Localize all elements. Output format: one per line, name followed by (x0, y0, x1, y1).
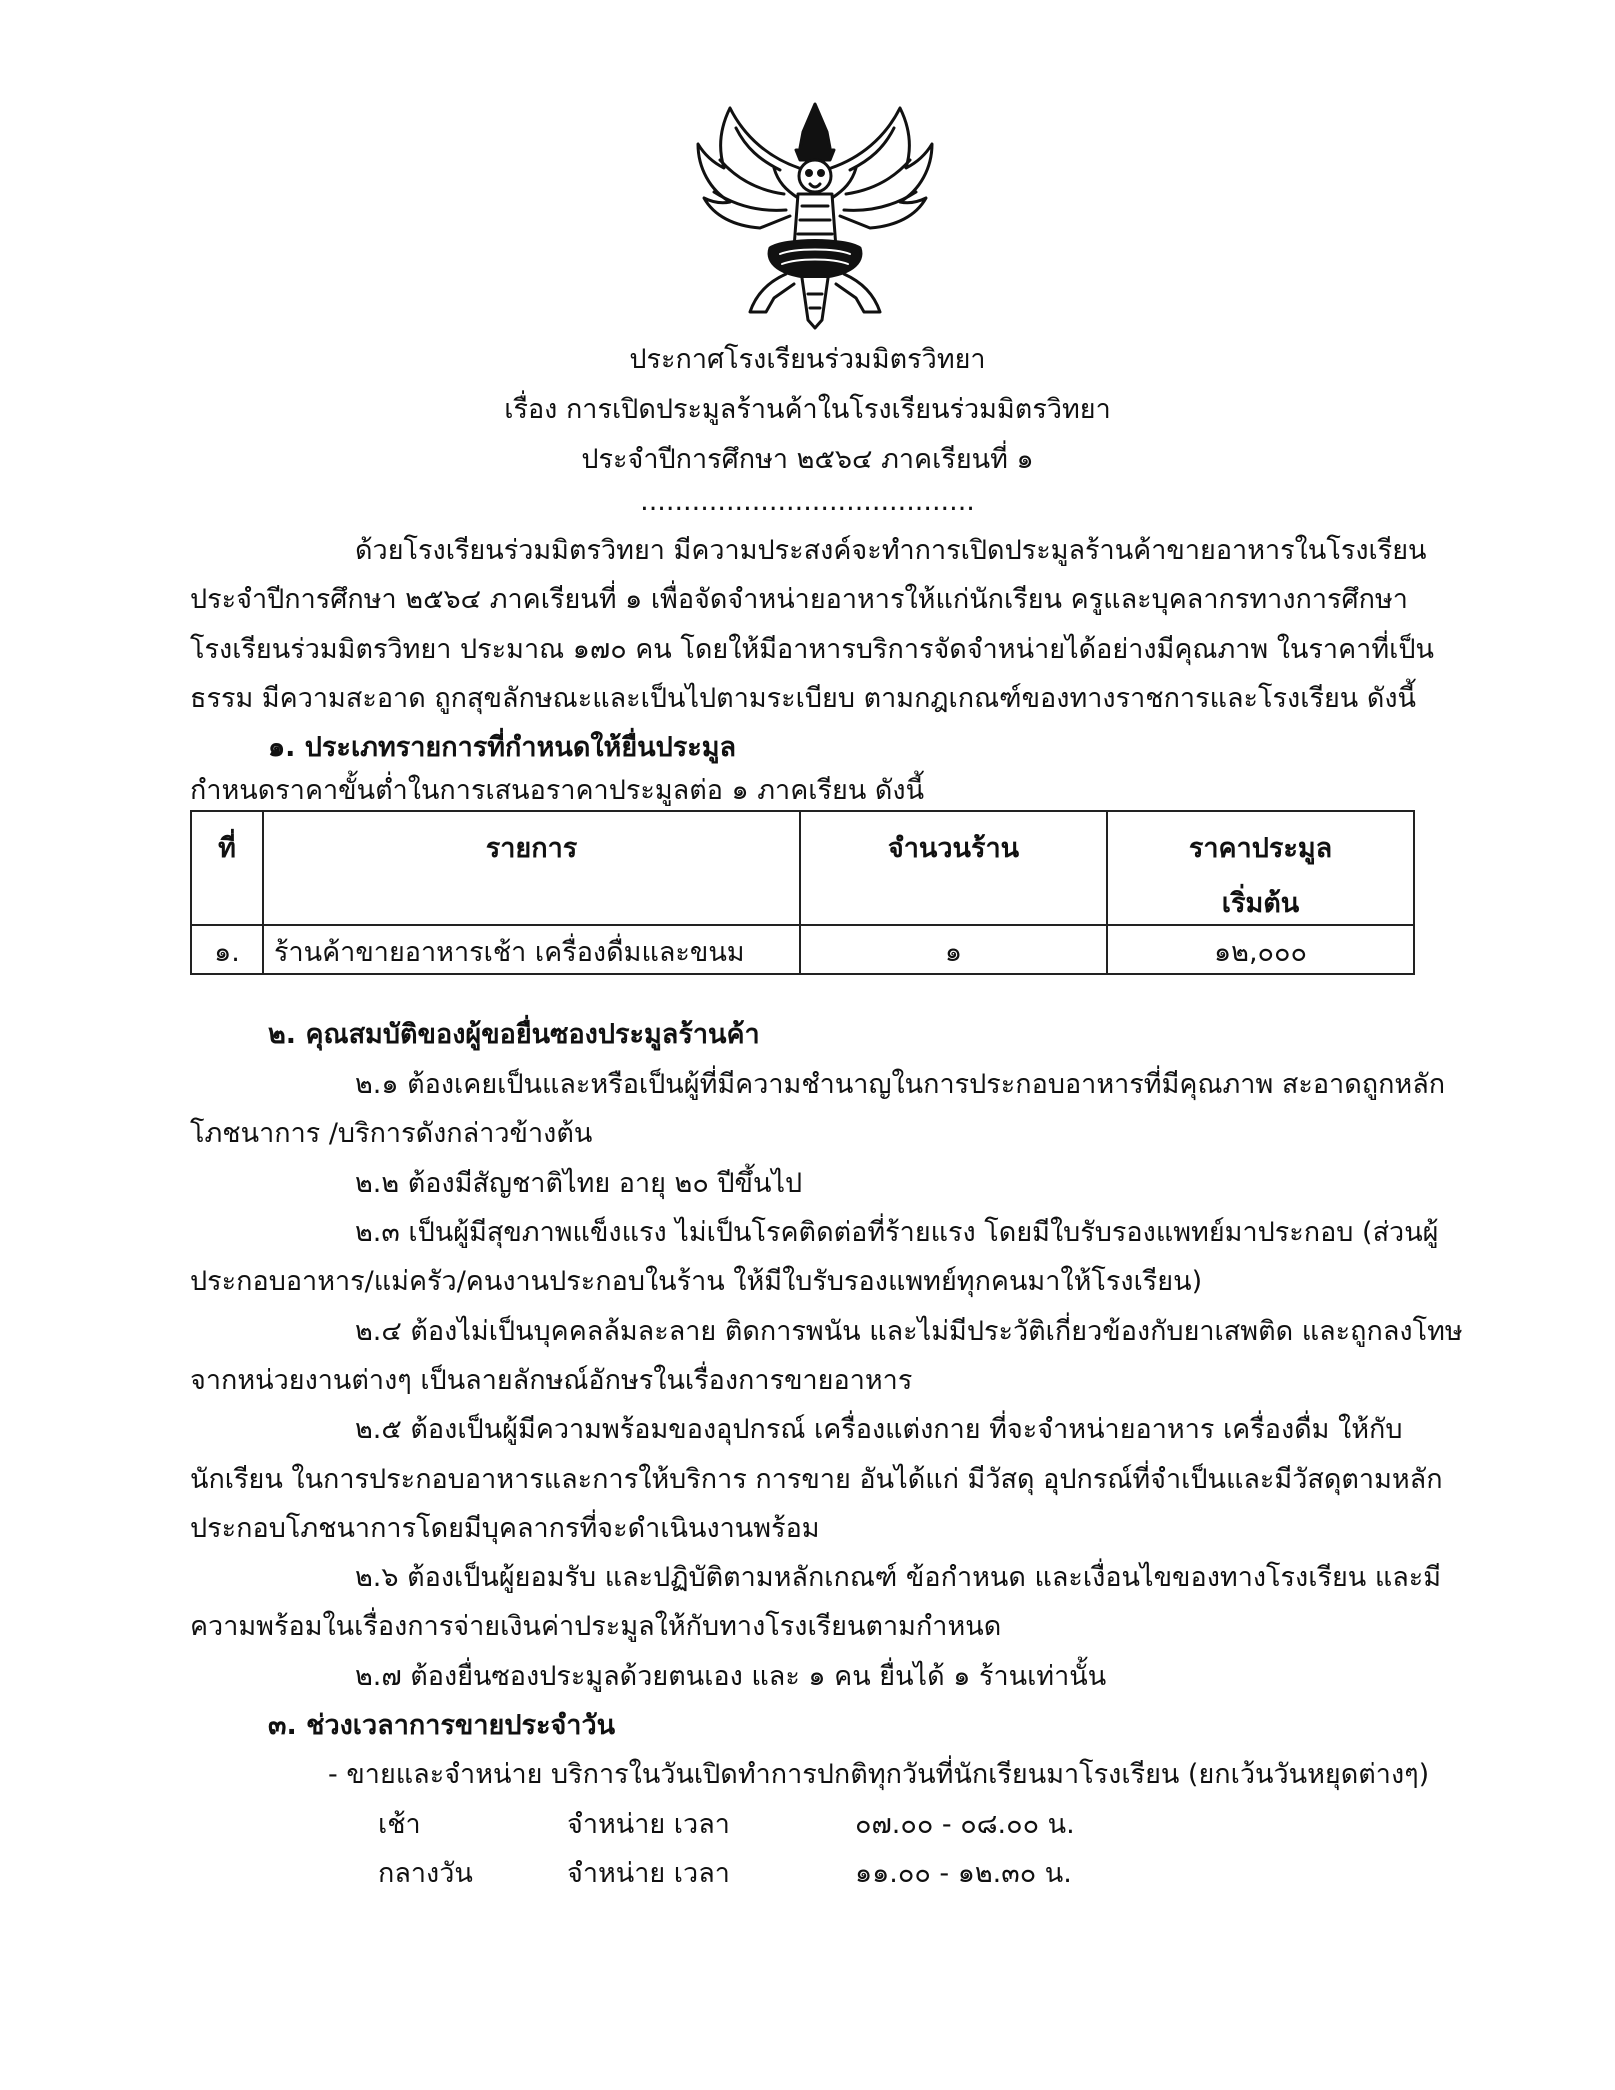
cell-item: ร้านค้าขายอาหารเช้า เครื่องดื่มและขนม (263, 925, 800, 974)
section-1-heading: ๑. ประเภทรายการที่กำหนดให้ยื่นประมูล (268, 732, 737, 763)
col-header-item: รายการ (263, 811, 800, 925)
qualification-line-8: ๒.๕ ต้องเป็นผู้มีความพร้อมของอุปกรณ์ เครื่องแต่งกาย ที่จะจำหน่ายอาหาร เครื่องดื่ม ให้กับ (355, 1414, 1403, 1445)
schedule-label-morning: จำหน่าย เวลา (567, 1809, 730, 1840)
qualification-line-4: ๒.๓ เป็นผู้มีสุขภาพแข็งแรง ไม่เป็นโรคติดต่อที่ร้ายแรง โดยมีใบรับรองแพทย์มาประกอบ (ส่วนผู้ (355, 1217, 1439, 1248)
table-header-row (191, 811, 1414, 925)
qualification-line-2: โภชนาการ /บริการดังกล่าวข้างต้น (190, 1118, 593, 1149)
schedule-label-noon: จำหน่าย เวลา (567, 1858, 730, 1889)
qualification-line-11: ๒.๖ ต้องเป็นผู้ยอมรับ และปฏิบัติตามหลักเกณฑ์ ข้อกำหนด และเงื่อนไขของทางโรงเรียน และมี (355, 1562, 1442, 1593)
qualification-line-10: ประกอบโภชนาการโดยมีบุคลากรที่จะดำเนินงานพร้อม (190, 1513, 820, 1544)
sales-days-line: - ขายและจำหน่าย บริการในวันเปิดทำการปกติทุกวันที่นักเรียนมาโรงเรียน (ยกเว้นวันหยุดต่างๆ) (328, 1759, 1430, 1790)
announcement-title: ประกาศโรงเรียนร่วมมิตรวิทยา (629, 344, 986, 375)
bid-items-table (190, 810, 1415, 975)
qualification-line-5: ประกอบอาหาร/แม่ครัว/คนงานประกอบในร้าน ให้มีใบรับรองแพทย์ทุกคนมาให้โรงเรียน) (190, 1266, 1203, 1297)
cell-price: ๑๒,๐๐๐ (1107, 925, 1414, 974)
qualification-line-1: ๒.๑ ต้องเคยเป็นและหรือเป็นผู้ที่มีความชำนาญในการประกอบอาหารที่มีคุณภาพ สะอาดถูกหลัก (355, 1069, 1446, 1100)
intro-line-4: ธรรม มีความสะอาด ถูกสุขลักษณะและเป็นไปตามระเบียบ ตามกฎเกณฑ์ของทางราชการและโรงเรียน ดังนี้ (190, 683, 1416, 714)
qualification-line-6: ๒.๔ ต้องไม่เป็นบุคคลล้มละลาย ติดการพนัน และไม่มีประวัติเกี่ยวข้องกับยาเสพติด และถูกลงโทษ (355, 1316, 1463, 1347)
schedule-period-morning: เช้า (378, 1809, 421, 1840)
schedule-period-noon: กลางวัน (378, 1858, 473, 1889)
header-separator-dots: ....................................... (640, 486, 975, 517)
col-header-shops: จำนวนร้าน (800, 811, 1107, 925)
section-2-heading: ๒. คุณสมบัติของผู้ขอยื่นซองประมูลร้านค้า (268, 1019, 760, 1050)
garuda-emblem-icon (690, 98, 940, 330)
section-3-heading: ๓. ช่วงเวลาการขายประจำวัน (268, 1710, 616, 1741)
col-header-price-line-1: ราคาประมูล (1188, 833, 1333, 864)
cell-no: ๑. (191, 925, 263, 974)
intro-line-1: ด้วยโรงเรียนร่วมมิตรวิทยา มีความประสงค์จะทำการเปิดประมูลร้านค้าขายอาหารในโรงเรียน (355, 535, 1427, 566)
cell-shops: ๑ (800, 925, 1107, 974)
qualification-line-12: ความพร้อมในเรื่องการจ่ายเงินค่าประมูลให้กับทางโรงเรียนตามกำหนด (190, 1611, 1002, 1642)
schedule-time-noon: ๑๑.๐๐ - ๑๒.๓๐ น. (855, 1858, 1072, 1889)
section-1-note: กำหนดราคาขั้นต่ำในการเสนอราคาประมูลต่อ ๑ ภาคเรียน ดังนี้ (190, 775, 925, 806)
qualification-line-13: ๒.๗ ต้องยื่นซองประมูลด้วยตนเอง และ ๑ คน ยื่นได้ ๑ ร้านเท่านั้น (355, 1661, 1107, 1692)
qualification-line-3: ๒.๒ ต้องมีสัญชาติไทย อายุ ๒๐ ปีขึ้นไป (355, 1168, 803, 1199)
announcement-term: ประจำปีการศึกษา ๒๕๖๔ ภาคเรียนที่ ๑ (581, 444, 1034, 475)
intro-line-3: โรงเรียนร่วมมิตรวิทยา ประมาณ ๑๗๐ คน โดยให้มีอาหารบริการจัดจำหน่ายได้อย่างมีคุณภาพ ในราคาที่เป็น (190, 634, 1434, 665)
qualification-line-7: จากหน่วยงานต่างๆ เป็นลายลักษณ์อักษรในเรื่องการขายอาหาร (190, 1365, 913, 1396)
col-header-no: ที่ (191, 811, 263, 925)
col-header-price (1107, 811, 1414, 925)
intro-line-2: ประจำปีการศึกษา ๒๕๖๔ ภาคเรียนที่ ๑ เพื่อจัดจำหน่ายอาหารให้แก่นักเรียน ครูและบุคลากรทางการศึกษา (190, 584, 1408, 615)
qualification-line-9: นักเรียน ในการประกอบอาหารและการให้บริการ การขาย อันได้แก่ มีวัสดุ อุปกรณ์ที่จำเป็นและมีวัสดุตามหลัก (190, 1464, 1443, 1495)
table-row (191, 925, 1414, 974)
col-header-price-line-2: เริ่มต้น (1221, 888, 1300, 919)
announcement-subject: เรื่อง การเปิดประมูลร้านค้าในโรงเรียนร่วมมิตรวิทยา (504, 394, 1111, 425)
schedule-time-morning: ๐๗.๐๐ - ๐๘.๐๐ น. (855, 1809, 1075, 1840)
